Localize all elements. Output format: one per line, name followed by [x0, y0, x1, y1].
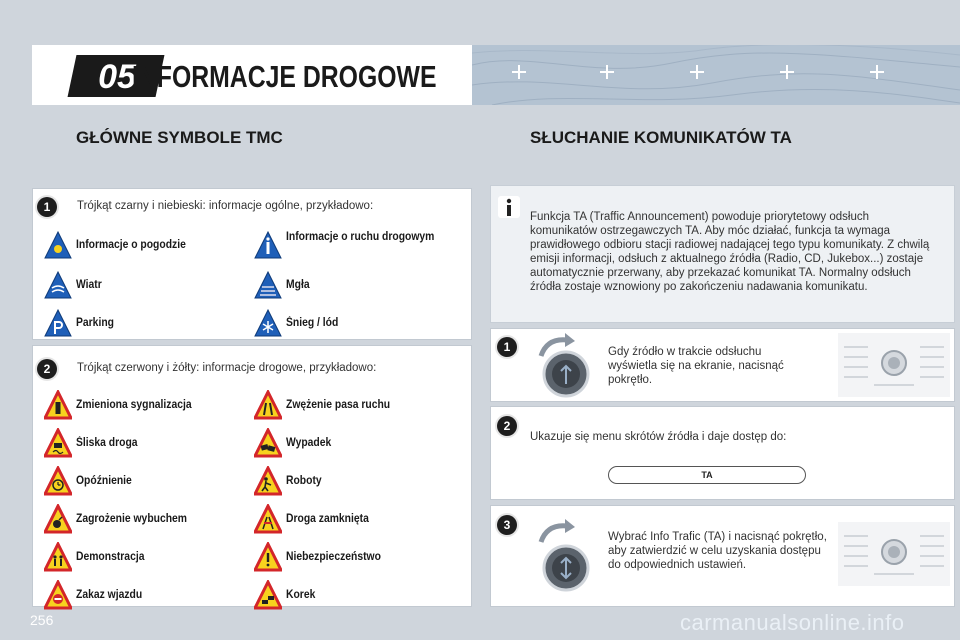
symbol-parking — [44, 308, 244, 340]
symbol-signal-change — [44, 390, 244, 422]
section1-intro: Trójkąt czarny i niebieski: informacje ogólne, przykładowo: — [77, 200, 374, 212]
symbol-label: Informacje o pogodzie — [76, 239, 186, 251]
symbol-slippery-road — [44, 428, 244, 460]
roadworks-icon — [254, 466, 282, 496]
header-map-background — [472, 45, 960, 105]
traffic-info-triangle-icon — [254, 230, 282, 260]
chapter-number: 05 — [98, 58, 136, 96]
left-section-heading: GŁÓWNE SYMBOLE TMC — [76, 128, 283, 147]
snow-ice-triangle-icon — [254, 308, 282, 338]
symbol-explosion-hazard — [44, 504, 244, 536]
demonstration-icon — [44, 542, 72, 572]
symbol-label: Śliska droga — [76, 437, 138, 449]
symbol-label: Korek — [286, 589, 316, 601]
symbol-danger — [254, 542, 454, 574]
step2-badge: 2 — [497, 416, 517, 436]
section2-badge: 2 — [37, 359, 57, 379]
explosion-hazard-icon — [44, 504, 72, 534]
ta-menu-option[interactable]: TA — [608, 466, 806, 484]
symbol-label: Śnieg / lód — [286, 317, 339, 329]
fog-triangle-icon — [254, 270, 282, 300]
step2-text: Ukazuje się menu skrótów źródła i daje dostęp do: — [530, 431, 787, 443]
symbol-label: Zwężenie pasa ruchu — [286, 399, 391, 411]
symbol-no-entry — [44, 580, 244, 612]
info-text: Funkcja TA (Traffic Announcement) powoduje priorytetowy odsłuch komunikatów ostrzegawczych TA. Aby móc działać, funkcja ta wymaga prawidłowego odbioru stacji radiowej nadającej tego typu komunikaty. Z chwilą emisji informacji, odsłuch z aktualnego źródła (Radio, CD, Jukebox...) zostaje automatycznie przerwany, aby przekazać komunikat TA. Normalny odsłuch źródła zostaje wznowiony po zakończeniu nadawania komunikatu. — [530, 211, 930, 293]
delay-icon — [44, 466, 72, 496]
section1-badge: 1 — [37, 197, 57, 217]
symbol-wind — [44, 270, 244, 302]
weather-triangle-icon — [44, 230, 72, 260]
road-closed-icon — [254, 504, 282, 534]
rotary-knob-press-icon — [535, 332, 597, 400]
symbol-label: Opóźnienie — [76, 475, 132, 487]
step3-text: Wybrać Info Trafic (TA) i nacisnąć pokrętło, aby zatwierdzić w celu uzyskania dostępu do odpowiednich ustawień. — [608, 531, 827, 571]
watermark: carmanualsonline.info — [680, 610, 905, 635]
rotary-knob-turn-icon — [535, 518, 597, 600]
chapter-header — [32, 45, 960, 105]
info-icon — [498, 196, 520, 218]
parking-triangle-icon — [44, 308, 72, 338]
symbol-label: Mgła — [286, 279, 310, 291]
traffic-jam-icon — [254, 580, 282, 610]
symbol-accident — [254, 428, 454, 460]
wind-triangle-icon — [44, 270, 72, 300]
symbol-fog — [254, 270, 454, 302]
symbol-label: Niebezpieczeństwo — [286, 551, 381, 563]
symbol-label: Droga zamknięta — [286, 513, 369, 525]
radio-panel-image — [838, 522, 950, 586]
symbol-demonstration — [44, 542, 244, 574]
symbol-label: Zagrożenie wybuchem — [76, 513, 188, 525]
step2-panel — [490, 406, 955, 500]
step3-badge: 3 — [497, 515, 517, 535]
symbol-roadworks — [254, 466, 454, 498]
symbol-label: Zmieniona sygnalizacja — [76, 399, 192, 411]
symbol-snow-ice — [254, 308, 454, 340]
symbol-label: Parking — [76, 317, 114, 329]
accident-icon — [254, 428, 282, 458]
symbol-label: Zakaz wjazdu — [76, 589, 143, 601]
step1-text: Gdy źródło w trakcie odsłuchu wyświetla się na ekranie, nacisnąć pokrętło. — [608, 346, 784, 386]
right-section-heading: SŁUCHANIE KOMUNIKATÓW TA — [530, 128, 792, 147]
section2-intro: Trójkąt czerwony i żółty: informacje drogowe, przykładowo: — [77, 362, 377, 374]
slippery-road-icon — [44, 428, 72, 458]
symbol-weather — [44, 230, 244, 262]
symbol-label: Demonstracja — [76, 551, 145, 563]
symbol-label: Wypadek — [286, 437, 332, 449]
page-number: 256 — [30, 612, 54, 628]
step1-badge: 1 — [497, 337, 517, 357]
lane-narrowing-icon — [254, 390, 282, 420]
symbol-label: Informacje o ruchu drogowym — [286, 231, 435, 243]
symbol-road-closed — [254, 504, 454, 536]
symbol-traffic-jam — [254, 580, 454, 612]
symbol-traffic-info — [254, 230, 454, 262]
symbol-delay — [44, 466, 244, 498]
symbol-lane-narrowing — [254, 390, 454, 422]
no-entry-icon — [44, 580, 72, 610]
signal-change-icon — [44, 390, 72, 420]
radio-panel-image — [838, 333, 950, 397]
symbol-label: Roboty — [286, 475, 322, 487]
symbol-label: Wiatr — [76, 279, 102, 291]
chapter-title: INFORMACJE DROGOWE — [132, 59, 437, 94]
danger-icon — [254, 542, 282, 572]
